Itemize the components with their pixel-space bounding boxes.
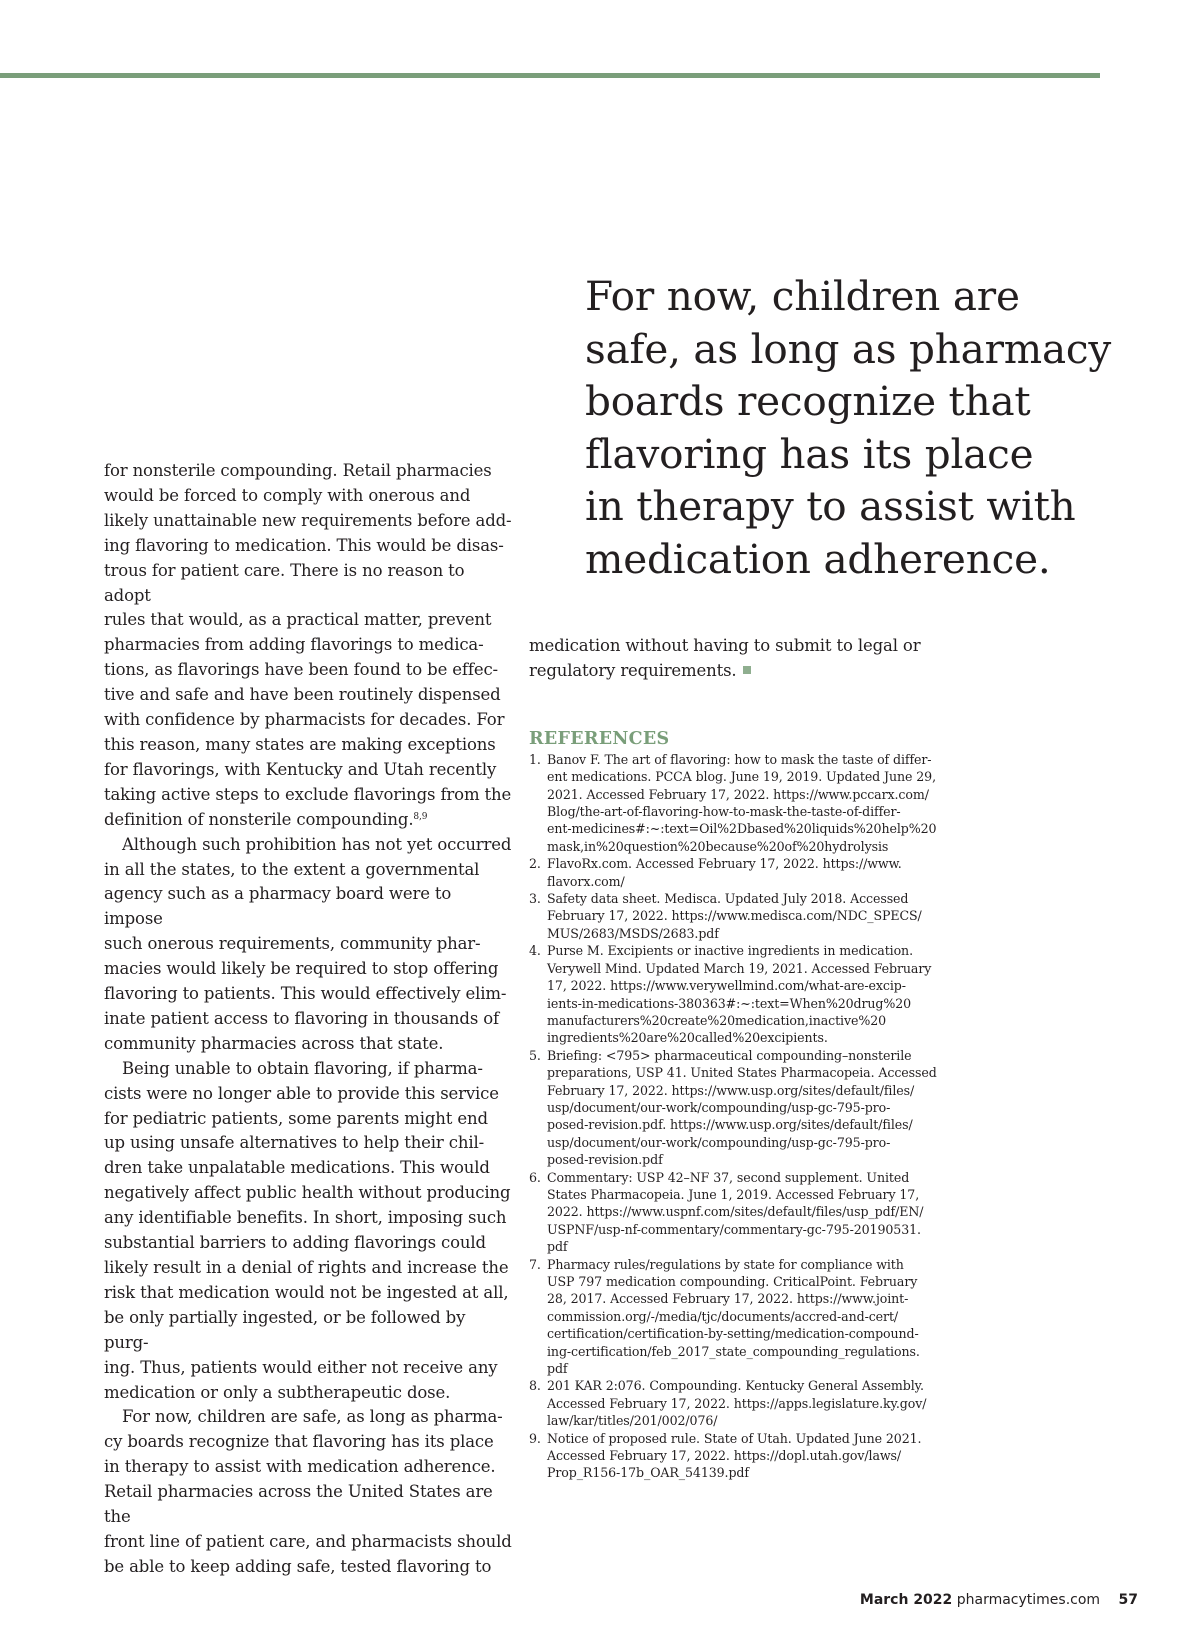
footer-issue-date: March 2022 — [859, 1592, 953, 1608]
body-paragraph-4: For now, children are safe, as long as pharma- cy boards recognize that flavoring has its place in therapy to assist with medication adherence. Retail pharmacies across the United States are the front line of patient care, and pharmacists should be able to keep adding safe, tested flavoring to — [104, 1407, 512, 1576]
body-paragraph-1-text: for nonsterile compounding. Retail pharmacies would be forced to comply with onerous and likely unattainable new requirements before add- ing flavoring to medication. This would be disas- trous for patient care. There is no reason to adopt rules that would, as a practical matter, prevent pharmacies from adding flavorings to medica- tions, as flavorings have been found to be effec- tive and safe and have been routinely dispensed with confidence by pharmacists for decades. For this reason, many states are making exceptions for flavorings, with Kentucky and Utah recently taking active steps to exclude flavorings from the definition of nonsterile compounding. — [104, 461, 512, 829]
pull-quote-line: medication adherence. — [585, 534, 1051, 583]
right-column — [529, 634, 949, 1482]
pull-quote — [585, 270, 1112, 585]
reference-text: Safety data sheet. Medisca. Updated July 2018. Accessed February 17, 2022. https://www.medisca.com/NDC_SPECS/ MUS/2683/MSDS/2683.pdf — [547, 891, 922, 941]
pull-quote-line: in therapy to assist with — [585, 482, 1076, 530]
end-of-article-square-icon — [743, 666, 751, 674]
footer-website: pharmacytimes.com — [956, 1592, 1101, 1608]
reference-text: 201 KAR 2:076. Compounding. Kentucky General Assembly. Accessed February 17, 2022. https://apps.legislature.ky.gov/ law/kar/titles/201/002/076/ — [547, 1378, 927, 1429]
reference-item — [529, 751, 949, 855]
pull-quote-line: boards recognize that — [585, 377, 1031, 425]
left-column — [104, 459, 514, 1580]
body-paragraph-2: Although such prohibition has not yet occurred in all the states, to the extent a governmental agency such as a pharmacy board were to impose such onerous requirements, community phar- macies would likely be required to stop offering flavoring to patients. This would effectively elim- inate patient access to flavoring in thousands of community pharmacies across that state. — [104, 834, 512, 1053]
reference-number: 4. — [529, 943, 541, 959]
reference-number: 8. — [529, 1378, 541, 1394]
citation-superscript: 8,9 — [413, 811, 428, 822]
reference-text: Banov F. The art of flavoring: how to mask the taste of differ- ent medications. PCCA blog. June 19, 2019. Updated June 29, 2021. Accessed February 17, 2022. https://www.pccarx.com/ Blog/the-art-of-flavoring-how-to-mask-the-taste-of-differ- ent-medicines#:~:text=Oil%2Dbased%20liquids%20help%20 mask,in%20question%20because%20of%20hydrolysis — [547, 751, 937, 854]
page-footer — [860, 1592, 1138, 1608]
pull-quote-line: For now, children are — [585, 272, 1020, 320]
page-number: 57 — [1118, 1592, 1138, 1608]
reference-number: 3. — [529, 891, 541, 907]
reference-text: Briefing: <795> pharmaceutical compounding–nonsterile preparations, USP 41. United States Pharmacopeia. Accessed February 17, 2022. https://www.usp.org/sites/default/files/ usp/document/our-work/compounding/usp-gc-795-pro- posed-revision.pdf. https://www.usp.org/sites/default/files/ usp/document/our-work/compounding/usp-gc-795-pro- posed-revision.pdf — [547, 1047, 937, 1168]
body-paragraph-3: Being unable to obtain flavoring, if pharma- cists were no longer able to provide this service for pediatric patients, some parents might end up using unsafe alternatives to help their chil- dren take unpalatable medications. This would negatively affect public health without producing any identifiable benefits. In short, imposing such substantial barriers to adding flavorings could likely result in a denial of rights and increase the risk that medication would not be ingested at all, be only partially ingested, or be followed by purg- ing. Thus, patients would either not receive any medication or only a subtherapeutic dose. — [104, 1058, 511, 1402]
reference-text: Purse M. Excipients or inactive ingredients in medication. Verywell Mind. Updated March 19, 2021. Accessed February 17, 2022. https://www.verywellmind.com/what-are-excip- ients-in-medications-380363#:~:text=When%20drug%20 manufacturers%20create%20medication,inactive%20 ingredients%20are%20called%20excipients. — [547, 943, 932, 1046]
reference-text: Commentary: USP 42–NF 37, second supplement. United States Pharmacopeia. June 1, 2019. Accessed February 17, 2022. https://www.uspnf.com/sites/default/files/usp_pdf/EN/ USPNF/usp-nf-commentary/commentary-gc-795-20190531. pdf — [547, 1169, 924, 1255]
top-rule — [0, 73, 1100, 78]
reference-item — [529, 1047, 949, 1169]
reference-item — [529, 855, 949, 890]
reference-item — [529, 1430, 949, 1482]
references-heading: REFERENCES — [529, 728, 670, 749]
references-list — [529, 751, 949, 1482]
reference-number: 1. — [529, 751, 541, 767]
reference-number: 7. — [529, 1256, 541, 1272]
reference-text: Notice of proposed rule. State of Utah. Updated June 2021. Accessed February 17, 2022. https://dopl.utah.gov/laws/ Prop_R156-17b_OAR_54139.pdf — [547, 1430, 922, 1481]
reference-item — [529, 1377, 949, 1429]
reference-item — [529, 942, 949, 1046]
continuation-text: medication without having to submit to legal or regulatory requirements. — [529, 636, 921, 680]
reference-item — [529, 1169, 949, 1256]
reference-number: 2. — [529, 856, 541, 872]
reference-number: 5. — [529, 1047, 541, 1063]
reference-item — [529, 890, 949, 942]
reference-number: 9. — [529, 1430, 541, 1446]
body-paragraph-continuation — [529, 634, 949, 684]
reference-text: Pharmacy rules/regulations by state for compliance with USP 797 medication compounding. CriticalPoint. February 28, 2017. Accessed February 17, 2022. https://www.joint- commission.org/-/media/tjc/documents/accred-and-cert/ certification/certification-by-setting/medication-compound- ing-certification/feb_2017_state_compounding_regulations. pdf — [547, 1256, 920, 1377]
reference-item — [529, 1256, 949, 1378]
reference-text: FlavoRx.com. Accessed February 17, 2022. https://www. flavorx.com/ — [547, 856, 902, 889]
body-paragraph-1 — [104, 459, 514, 833]
pull-quote-line: flavoring has its place — [585, 429, 1034, 478]
pull-quote-line: safe, as long as pharmacy — [585, 324, 1112, 373]
reference-number: 6. — [529, 1169, 541, 1185]
